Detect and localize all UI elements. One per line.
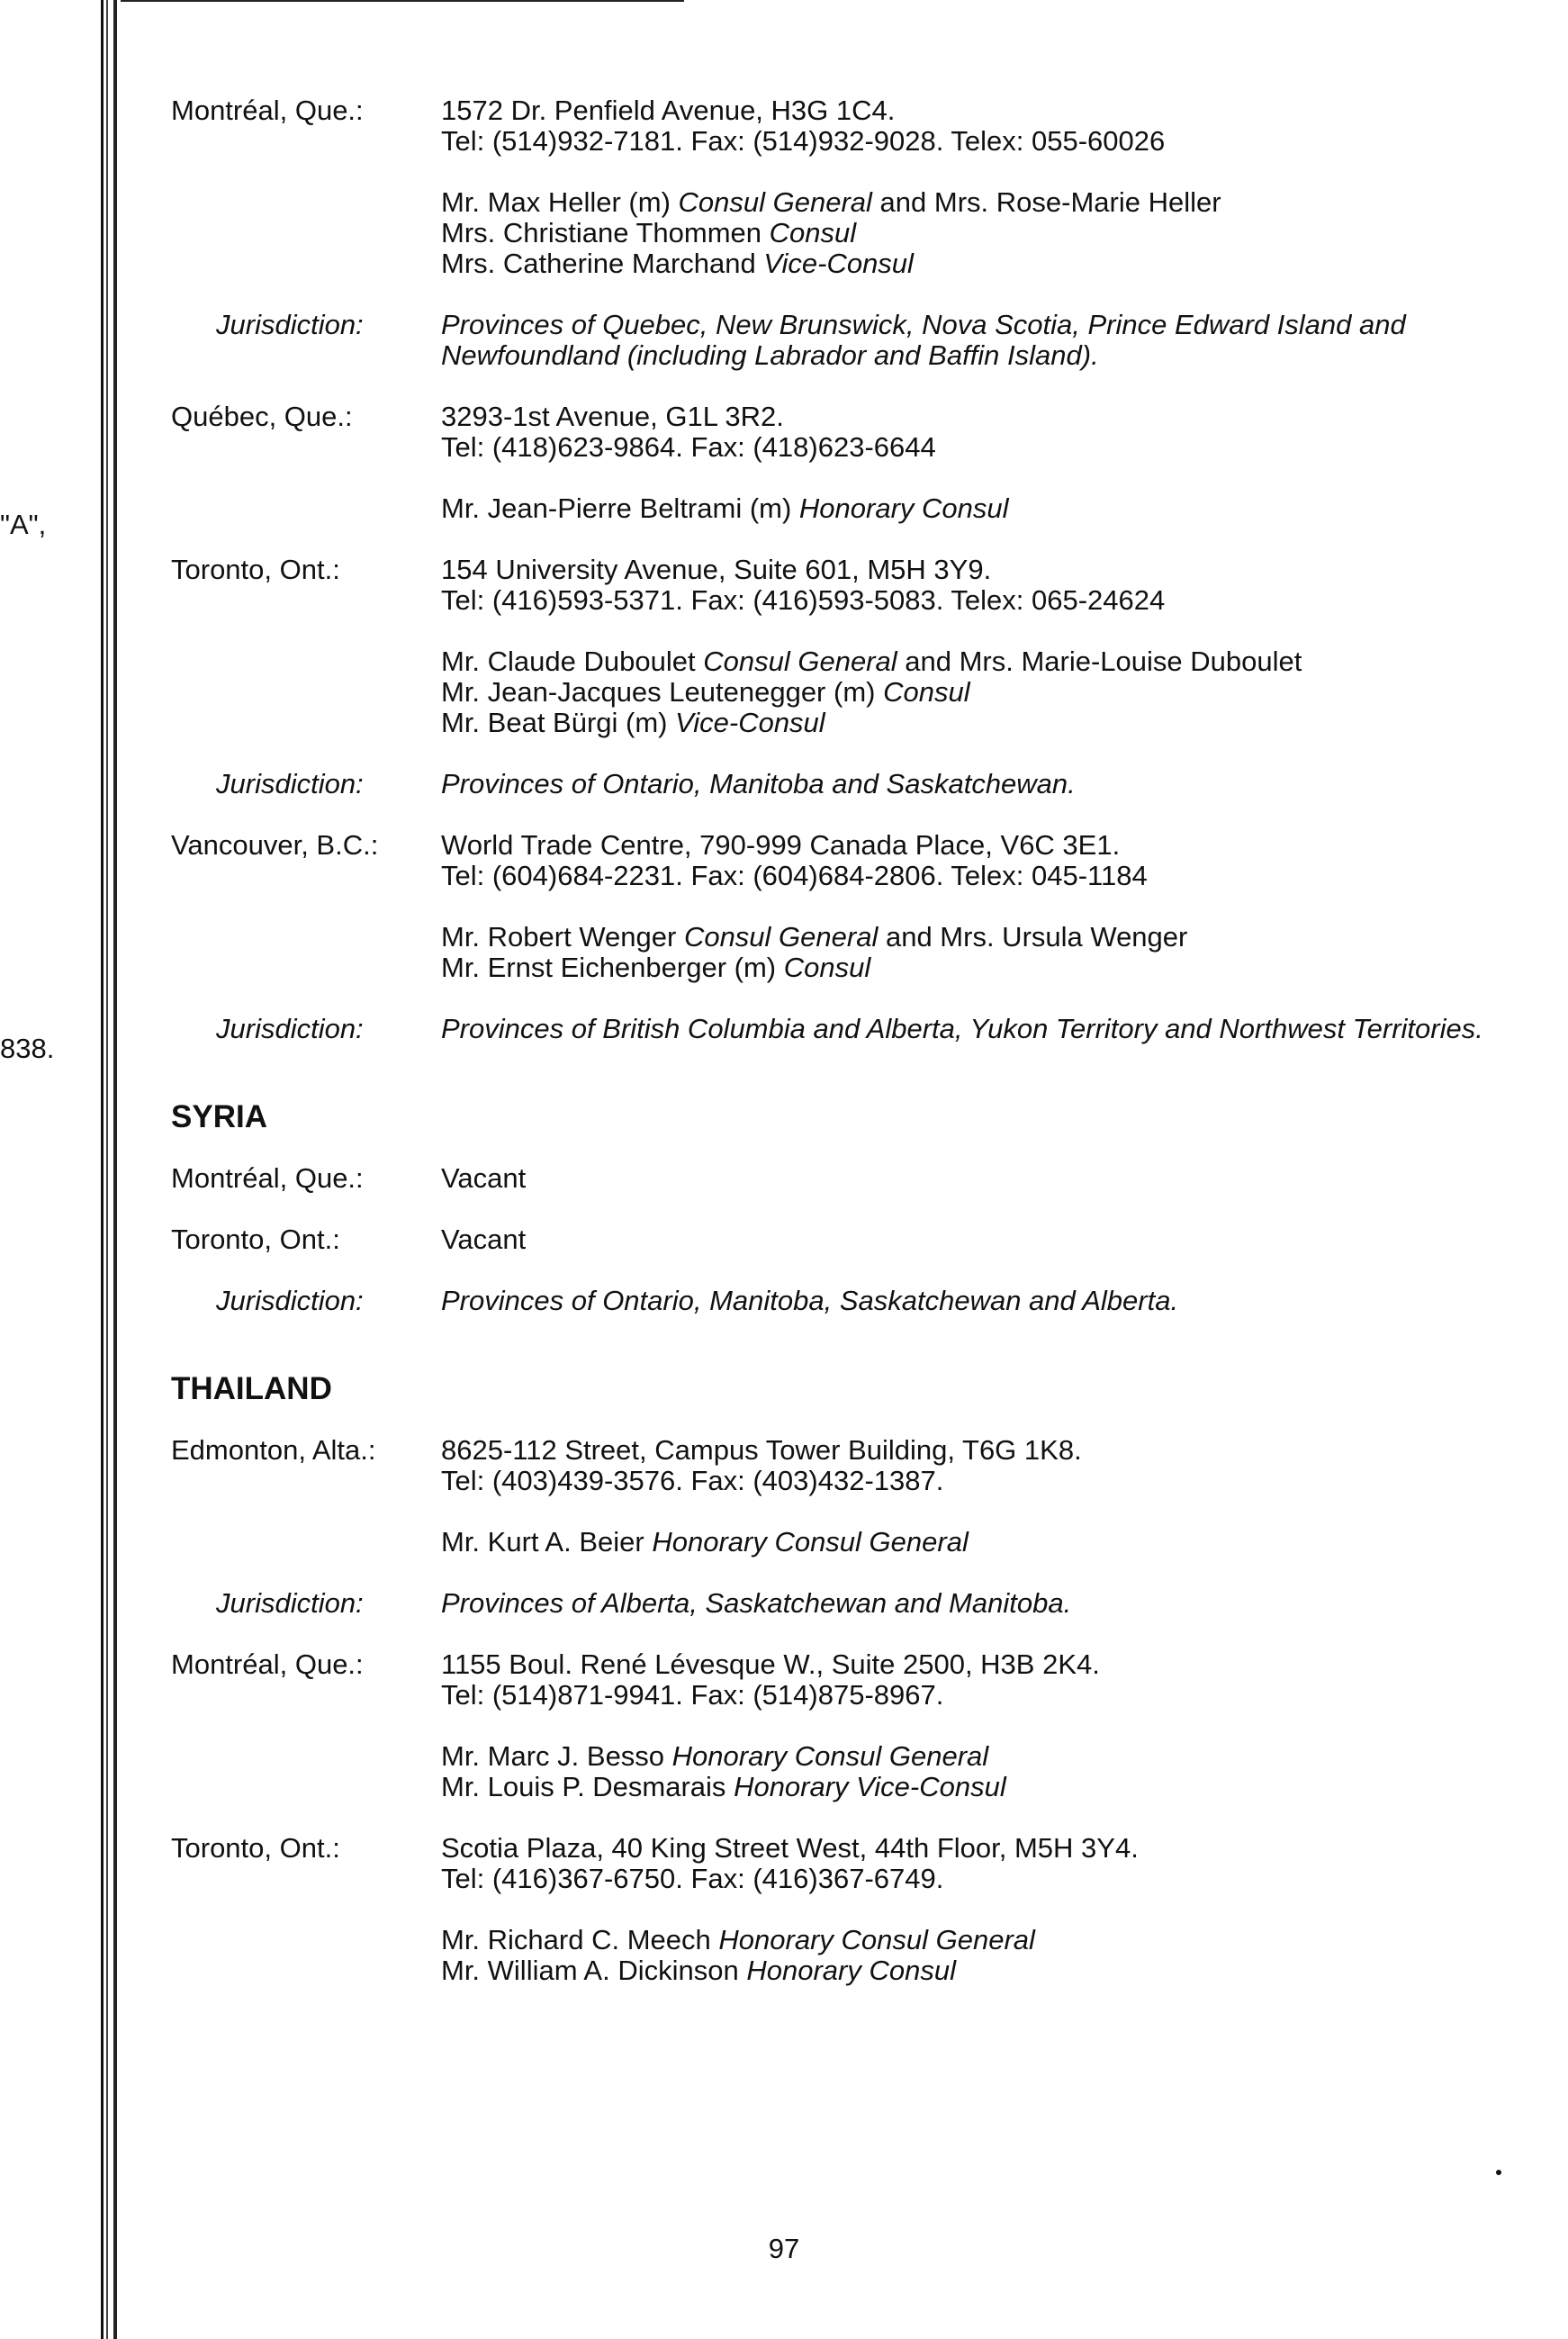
- staff-line: [441, 1527, 1530, 1558]
- address-line: 3293-1st Avenue, G1L 3R2.: [441, 401, 784, 432]
- office-staff: [441, 1925, 1530, 1986]
- staff-name: Mr. Ernst Eichenberger (m): [441, 952, 777, 983]
- jurisdiction-entry: [171, 1588, 1530, 1619]
- staff-title: Honorary Consul General: [718, 1924, 1035, 1955]
- staff-name: Mr. Richard C. Meech: [441, 1924, 711, 1955]
- office-details: [441, 402, 1530, 524]
- jurisdiction-label: Jurisdiction:: [216, 768, 364, 799]
- office-details: [441, 830, 1530, 983]
- office-city: Toronto, Ont.:: [171, 1224, 340, 1255]
- office-city: Edmonton, Alta.:: [171, 1434, 376, 1466]
- staff-name: Mr. Jean-Jacques Leutenegger (m): [441, 676, 876, 708]
- staff-name: Mr. William A. Dickinson: [441, 1955, 739, 1986]
- staff-title: Consul General: [678, 186, 872, 218]
- office-address: [441, 95, 1530, 157]
- office-staff: [441, 493, 1530, 524]
- office-city: Montréal, Que.:: [171, 1648, 364, 1680]
- jurisdiction-label: Jurisdiction:: [216, 1285, 364, 1316]
- consulate-entry: [171, 95, 1530, 279]
- jurisdiction-label: Jurisdiction:: [216, 1013, 364, 1044]
- directory-listing: [171, 95, 1530, 2017]
- staff-line: [441, 646, 1530, 677]
- address-line: 1572 Dr. Penfield Avenue, H3G 1C4.: [441, 95, 896, 126]
- edge-text-1: "A",: [0, 509, 47, 540]
- staff-title: Consul General: [683, 921, 879, 953]
- consulate-entry: [171, 555, 1530, 738]
- jurisdiction-text: Provinces of Quebec, New Brunswick, Nova Scotia, Prince Edward Island and Newfoundland (including Labrador and Baffin Island).: [441, 309, 1406, 371]
- staff-spouse: and Mrs. Marie-Louise Duboulet: [905, 646, 1302, 677]
- edge-text-2: 838.: [0, 1033, 55, 1064]
- staff-name: Mr. Jean-Pierre Beltrami (m): [441, 492, 792, 524]
- staff-name: Mrs. Catherine Marchand: [441, 248, 756, 279]
- staff-line: [441, 708, 1530, 738]
- consulate-entry: [171, 1435, 1530, 1558]
- staff-line: [441, 187, 1530, 218]
- office-city: Toronto, Ont.:: [171, 1832, 340, 1864]
- staff-line: [441, 1741, 1530, 1772]
- consulate-entry: [171, 830, 1530, 983]
- staff-title: Honorary Consul: [746, 1955, 956, 1986]
- staff-line: [441, 218, 1530, 248]
- address-line: Vacant: [441, 1224, 527, 1255]
- staff-title: Consul General: [703, 646, 897, 677]
- speck-mark: [1496, 2170, 1501, 2175]
- jurisdiction-text: Provinces of Alberta, Saskatchewan and Manitoba.: [441, 1587, 1072, 1619]
- office-details: [441, 1649, 1530, 1802]
- consulate-entry: [171, 1224, 1530, 1255]
- staff-name: Mr. Kurt A. Beier: [441, 1526, 644, 1558]
- office-address: [441, 1224, 1530, 1255]
- staff-title: Honorary Consul General: [671, 1740, 989, 1772]
- office-address: [441, 1435, 1530, 1496]
- binding-margin: [101, 0, 121, 2339]
- jurisdiction-entry: [171, 1014, 1530, 1044]
- staff-name: Mr. Claude Duboulet: [441, 646, 696, 677]
- address-line: Scotia Plaza, 40 King Street West, 44th Floor, M5H 3Y4.: [441, 1832, 1139, 1864]
- office-details: [441, 1435, 1530, 1558]
- office-address: [441, 1649, 1530, 1711]
- address-line: Tel: (604)684-2231. Fax: (604)684-2806. Telex: 045-1184: [441, 860, 1148, 891]
- office-city: Montréal, Que.:: [171, 95, 364, 126]
- staff-spouse: and Mrs. Rose-Marie Heller: [879, 186, 1221, 218]
- office-address: [441, 1163, 1530, 1194]
- country-heading: THAILAND: [171, 1371, 332, 1406]
- staff-title: Honorary Consul General: [652, 1526, 969, 1558]
- jurisdiction-text: Provinces of British Columbia and Alberta, Yukon Territory and Northwest Territories.: [441, 1013, 1483, 1044]
- office-details: [441, 95, 1530, 279]
- consulate-entry: [171, 1833, 1530, 1986]
- office-city: Toronto, Ont.:: [171, 554, 340, 585]
- office-city: Montréal, Que.:: [171, 1162, 364, 1194]
- office-staff: [441, 646, 1530, 738]
- office-address: [441, 1833, 1530, 1894]
- jurisdiction-label: Jurisdiction:: [216, 309, 364, 340]
- staff-line: [441, 1772, 1530, 1802]
- jurisdiction-text: Provinces of Ontario, Manitoba and Saskatchewan.: [441, 768, 1076, 799]
- address-line: Tel: (418)623-9864. Fax: (418)623-6644: [441, 431, 936, 463]
- staff-title: Honorary Vice-Consul: [734, 1771, 1006, 1802]
- consulate-entry: [171, 1163, 1530, 1194]
- staff-spouse: and Mrs. Ursula Wenger: [885, 921, 1188, 953]
- office-staff: [441, 187, 1530, 279]
- address-line: 1155 Boul. René Lévesque W., Suite 2500, H3B 2K4.: [441, 1648, 1100, 1680]
- staff-line: [441, 248, 1530, 279]
- address-line: Tel: (514)932-7181. Fax: (514)932-9028. Telex: 055-60026: [441, 125, 1166, 157]
- staff-name: Mrs. Christiane Thommen: [441, 217, 762, 248]
- staff-name: Mr. Louis P. Desmarais: [441, 1771, 726, 1802]
- staff-line: [441, 1955, 1530, 1986]
- staff-line: [441, 677, 1530, 708]
- office-details: [441, 555, 1530, 738]
- jurisdiction-entry: [171, 769, 1530, 799]
- top-rule: [108, 0, 684, 2]
- staff-title: Vice-Consul: [763, 248, 914, 279]
- jurisdiction-entry: [171, 310, 1530, 371]
- staff-title: Consul: [883, 676, 970, 708]
- office-staff: [441, 1741, 1530, 1802]
- address-line: Tel: (514)871-9941. Fax: (514)875-8967.: [441, 1679, 944, 1711]
- page-number: 97: [768, 2233, 800, 2264]
- office-city: Québec, Que.:: [171, 401, 353, 432]
- office-details: [441, 1224, 1530, 1255]
- address-line: 8625-112 Street, Campus Tower Building, T6G 1K8.: [441, 1434, 1082, 1466]
- address-line: Tel: (416)593-5371. Fax: (416)593-5083. Telex: 065-24624: [441, 584, 1166, 616]
- address-line: Vacant: [441, 1162, 527, 1194]
- staff-line: [441, 493, 1530, 524]
- staff-title: Consul: [769, 217, 857, 248]
- staff-name: Mr. Max Heller (m): [441, 186, 671, 218]
- staff-name: Mr. Beat Bürgi (m): [441, 707, 668, 738]
- consulate-entry: [171, 1649, 1530, 1802]
- address-line: 154 University Avenue, Suite 601, M5H 3Y9.: [441, 554, 992, 585]
- consulate-entry: [171, 402, 1530, 524]
- staff-title: Honorary Consul: [798, 492, 1009, 524]
- office-address: [441, 402, 1530, 463]
- staff-line: [441, 922, 1530, 953]
- country-heading: SYRIA: [171, 1099, 267, 1134]
- address-line: World Trade Centre, 790-999 Canada Place, V6C 3E1.: [441, 829, 1121, 861]
- staff-line: [441, 1925, 1530, 1955]
- jurisdiction-text: Provinces of Ontario, Manitoba, Saskatchewan and Alberta.: [441, 1285, 1179, 1316]
- jurisdiction-entry: [171, 1286, 1530, 1316]
- office-address: [441, 555, 1530, 616]
- staff-title: Vice-Consul: [675, 707, 825, 738]
- staff-name: Mr. Marc J. Besso: [441, 1740, 665, 1772]
- office-address: [441, 830, 1530, 891]
- staff-title: Consul: [783, 952, 871, 983]
- office-details: [441, 1163, 1530, 1194]
- address-line: Tel: (403)439-3576. Fax: (403)432-1387.: [441, 1465, 944, 1496]
- address-line: Tel: (416)367-6750. Fax: (416)367-6749.: [441, 1863, 944, 1894]
- office-staff: [441, 922, 1530, 983]
- office-staff: [441, 1527, 1530, 1558]
- staff-line: [441, 953, 1530, 983]
- staff-name: Mr. Robert Wenger: [441, 921, 677, 953]
- office-details: [441, 1833, 1530, 1986]
- office-city: Vancouver, B.C.:: [171, 829, 379, 861]
- jurisdiction-label: Jurisdiction:: [216, 1587, 364, 1619]
